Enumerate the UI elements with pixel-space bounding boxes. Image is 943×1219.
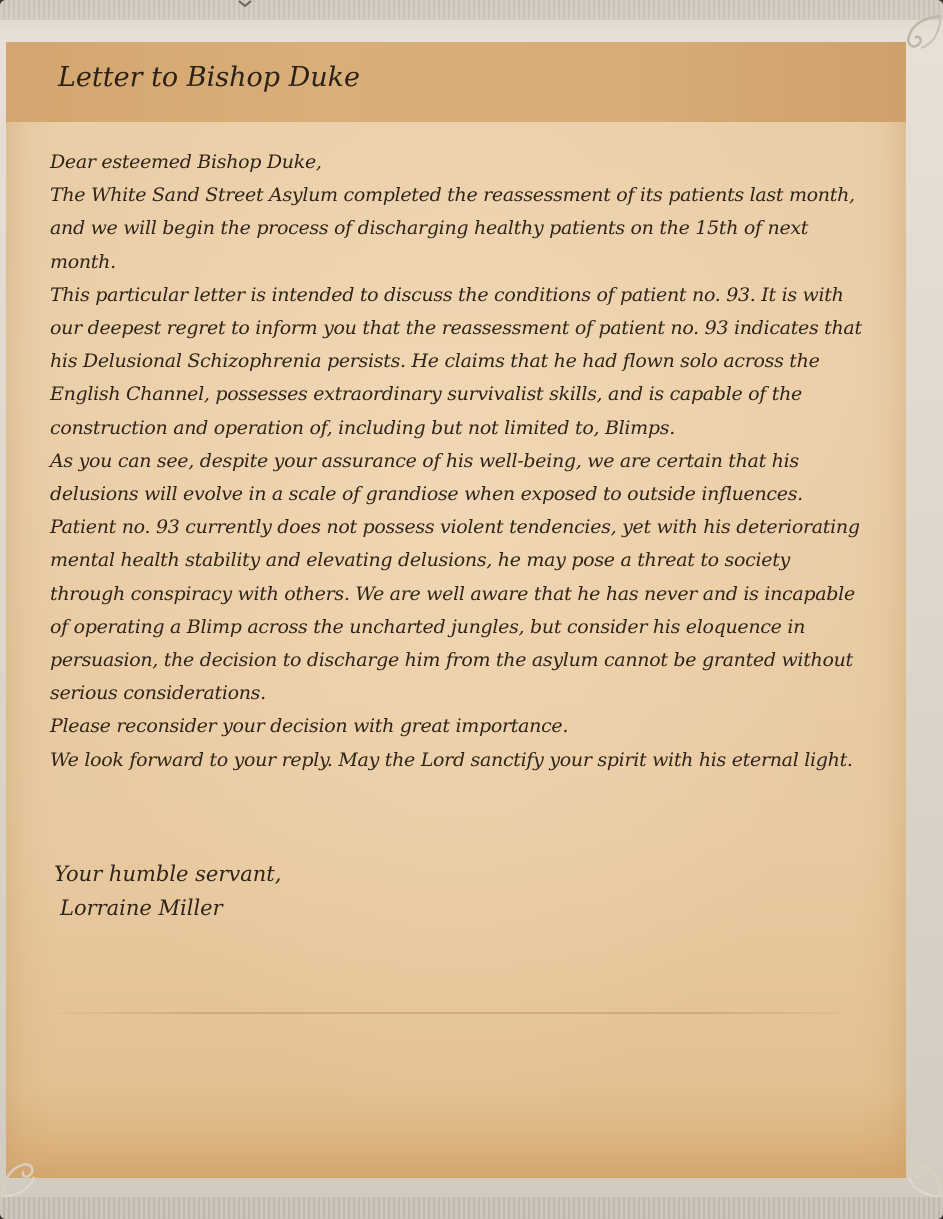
letter-header xyxy=(6,42,906,122)
letter-paragraph: Please reconsider your decision with great importance. xyxy=(50,715,569,738)
filigree-corner-icon xyxy=(873,14,943,84)
letter-paragraph: The White Sand Street Asylum completed the reassessment of its patients last month, and we will begin the process of discharging healthy patients on the 15th of next month. xyxy=(50,184,855,273)
letter-closing: Your humble servant, xyxy=(54,862,282,886)
letter-salutation: Dear esteemed Bishop Duke, xyxy=(50,151,322,173)
letter-paragraph: This particular letter is intended to discuss the conditions of patient no. 93. It is with our deepest regret to inform you that the reassessment of patient no. 93 indicates that his Delusional Schizophrenia persists. He claims that he had flown solo across the English Channel, possesses extraordinary survivalist skills, and is capable of the construction and operation of, including but not limited to, Blimps. xyxy=(50,283,862,439)
divider xyxy=(36,1012,866,1014)
filigree-corner-icon xyxy=(873,1129,943,1199)
frame-top-border xyxy=(0,0,943,20)
frame-bottom-border xyxy=(0,1197,943,1219)
letter-paragraph: As you can see, despite your assurance of his well-being, we are certain that his delusions will evolve in a scale of grandiose when exposed to outside influences. Patient no. 93 currently does not possess violent tendencies, yet with his deteriorating mental health stability and elevating delusions, he may pose a threat to society through conspiracy with others. We are well aware that he has never and is incapable of operating a Blimp across the uncharted jungles, but consider his eloquence in persuasion, the decision to discharge him from the asylum cannot be granted without serious considerations. xyxy=(50,449,860,705)
letter-paper xyxy=(6,42,906,1178)
letter-body xyxy=(50,146,870,777)
chevron-down-icon xyxy=(238,0,252,8)
letter-signature: Lorraine Miller xyxy=(60,896,223,920)
filigree-corner-icon xyxy=(0,1129,70,1199)
letter-signoff xyxy=(54,857,281,925)
letter-title: Letter to Bishop Duke xyxy=(58,62,360,93)
letter-paragraph: We look forward to your reply. May the Lord sanctify your spirit with his eternal light. xyxy=(50,748,853,771)
